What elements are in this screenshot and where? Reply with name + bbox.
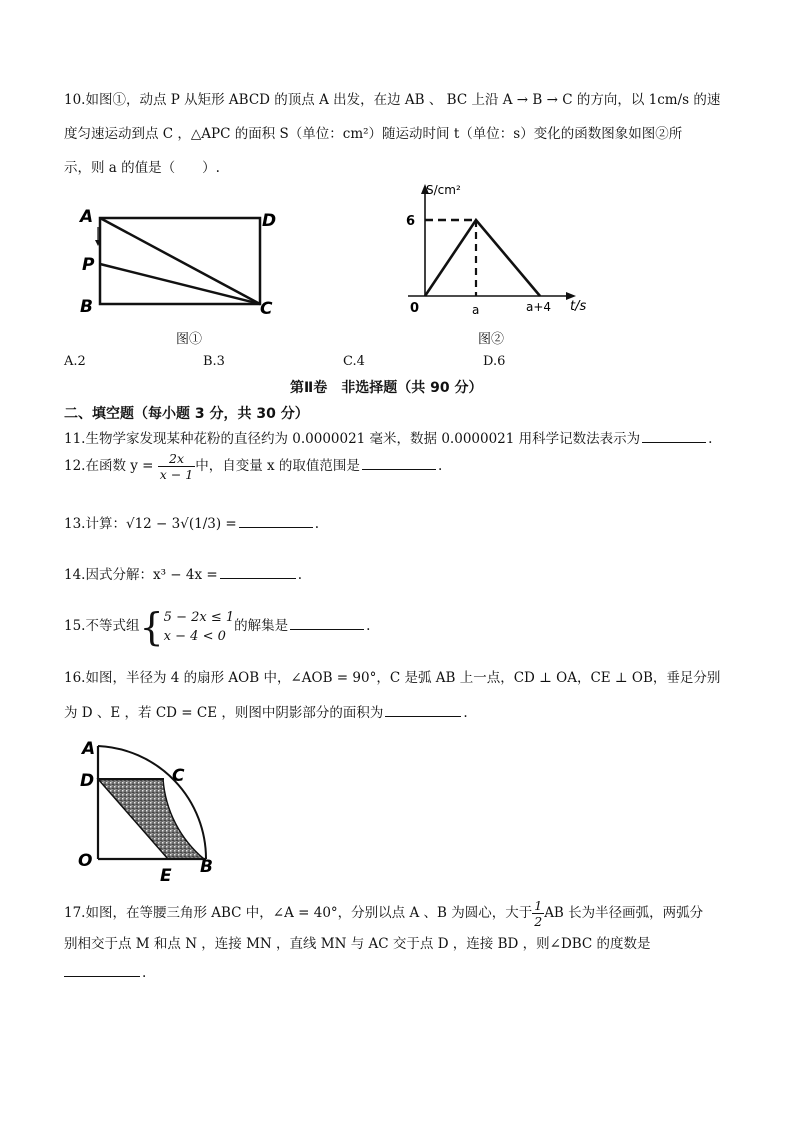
q17-answer-blank[interactable]: [64, 962, 140, 977]
q15-eq2: x − 4 < 0: [163, 628, 226, 644]
q14-answer-blank[interactable]: [220, 564, 296, 579]
fig1-label-c: C: [260, 299, 273, 319]
q17-line2: 别相交于点 M 和点 N ，连接 MN ，直线 MN 与 AC 交于点 D ，连接 BD ，则∠DBC 的度数是: [64, 936, 651, 952]
q12-fraction: [158, 451, 195, 482]
q17-line1-b: AB 长为半径画弧，两弧分: [544, 905, 704, 921]
q11: 11.生物学家发现某种花粉的直径约为 0.0000021 毫米，数据 0.0000021 用科学记数法表示为 .: [64, 428, 712, 449]
sector-label-d: D: [80, 771, 95, 791]
q17-line1: [64, 896, 703, 930]
fig2-t-axis-label: t/s: [570, 299, 587, 314]
figure-2-graph: [400, 180, 600, 320]
q16-line1: 16.如图，半径为 4 的扇形 AOB 中，∠AOB = 90°，C 是弧 AB 上一点，CD ⊥ OA，CE ⊥ OB，垂足分别: [64, 670, 721, 686]
q11-answer-blank[interactable]: [642, 428, 706, 443]
q17-blank-line: .: [64, 962, 146, 983]
option-d[interactable]: D.6: [483, 354, 506, 369]
q14: 14.因式分解：x³ − 4x = .: [64, 564, 302, 585]
q13-answer-blank[interactable]: [239, 513, 313, 528]
q15: 15.不等式组{ 5 − 2x ≤ 1 x − 4 < 0 的解集是 .: [64, 604, 371, 649]
sector-label-b: B: [200, 857, 213, 877]
fig1-label-a: A: [80, 207, 94, 227]
q13-text: 13.计算：√12 − 3√(1/3) =: [64, 516, 237, 532]
q17-half-num: 1: [534, 898, 543, 913]
fig1-label-d: D: [262, 211, 277, 231]
q15-system: [164, 608, 234, 646]
option-b[interactable]: B.3: [203, 354, 225, 369]
figure-2-caption: 图②: [478, 332, 505, 347]
q15-suffix: 的解集是: [234, 618, 289, 634]
q12-numerator: 2x: [158, 451, 195, 467]
q12-suffix: 中，自变量 x 的取值范围是: [195, 458, 360, 474]
q15-eq1: 5 − 2x ≤ 1: [163, 609, 235, 625]
q10-line1: 10.如图①，动点 P 从矩形 ABCD 的顶点 A 出发，在边 AB 、 BC 上沿 A → B → C 的方向，以 1cm/s 的速: [64, 92, 721, 108]
figure-sector-aob: [74, 738, 224, 888]
q12-prefix: 12.在函数 y =: [64, 458, 158, 474]
q10-line2: 度匀速运动到点 C ，△APC 的面积 S（单位：cm²）随运动时间 t（单位：s）变化的函数图象如图②所: [64, 126, 683, 142]
q17-half-fraction: [532, 898, 544, 929]
sector-label-c: C: [172, 766, 185, 786]
fig2-label-a: a: [472, 303, 480, 317]
q12-denominator: x − 1: [159, 467, 194, 482]
sector-label-a: A: [82, 739, 96, 759]
q15-prefix: 15.不等式组: [64, 618, 140, 634]
part-2-title: 第Ⅱ卷 非选择题（共 90 分）: [290, 380, 483, 396]
figure-1-caption: 图①: [176, 332, 203, 347]
q16-answer-blank[interactable]: [385, 702, 461, 717]
figure-1-rectangle: [76, 200, 286, 325]
fig2-y-axis-label: S/cm²: [426, 183, 461, 197]
option-c[interactable]: C.4: [343, 354, 365, 369]
fig2-label-six: 6: [406, 214, 416, 229]
q11-text: 11.生物学家发现某种花粉的直径约为 0.0000021 毫米，数据 0.0000021 用科学记数法表示为: [64, 431, 641, 447]
fig2-label-origin: 0: [410, 301, 420, 316]
fig1-label-b: B: [80, 297, 93, 317]
q12: 12.在函数 y = $\frac{2x}{x - 1}$ 中，自变量 x 的取值范围是 .: [64, 451, 443, 482]
q16-line2-wrap: 为 D 、E ，若 CD = CE ，则图中阴影部分的面积为 .: [64, 702, 468, 723]
section-2-title: 二、填空题（每小题 3 分，共 30 分）: [64, 406, 309, 422]
q14-text: 14.因式分解：x³ − 4x =: [64, 567, 218, 583]
sector-label-e: E: [160, 866, 172, 886]
fig2-label-a-plus-4: a+4: [526, 300, 552, 314]
q17-line1-a: 17.如图，在等腰三角形 ABC 中，∠A = 40°，分别以点 A 、B 为圆心，大于: [64, 905, 533, 921]
fig1-label-p: P: [82, 255, 95, 275]
q10-line3: 示，则 a 的值是（ ）.: [64, 160, 220, 176]
q17-half-den: 2: [534, 914, 543, 929]
sector-label-o: O: [78, 851, 93, 871]
option-a[interactable]: A.2: [64, 354, 86, 369]
q15-brace: {: [139, 604, 164, 649]
q15-answer-blank[interactable]: [290, 615, 364, 630]
q13: 13.计算：√12 − 3√(1/3) = .: [64, 513, 319, 534]
q12-answer-blank[interactable]: [362, 455, 436, 470]
q16-line2: 为 D 、E ，若 CD = CE ，则图中阴影部分的面积为: [64, 705, 384, 721]
